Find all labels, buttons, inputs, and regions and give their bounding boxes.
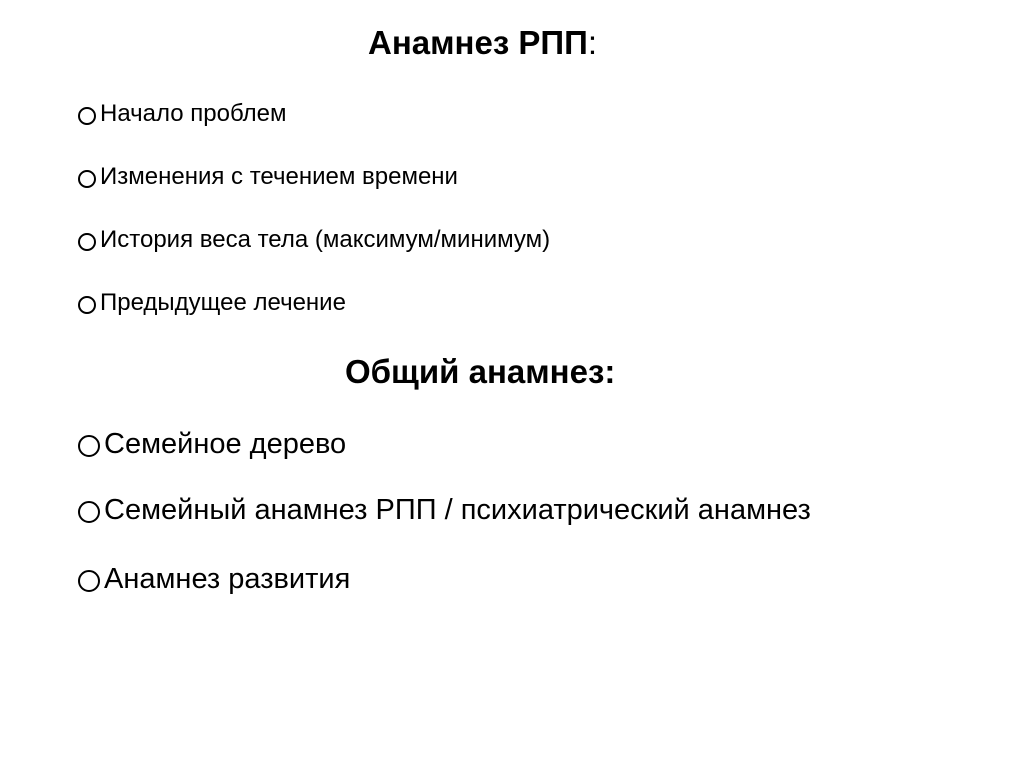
list-item xyxy=(78,494,811,527)
list-item xyxy=(78,100,287,128)
list-item xyxy=(78,163,458,191)
list-item xyxy=(78,226,550,254)
list-item-text: Семейное дерево xyxy=(104,428,347,460)
list-item-text: История веса тела (максимум/минимум) xyxy=(100,226,551,253)
list-item-text: Предыдущее лечение xyxy=(100,289,346,316)
circle-bullet-icon xyxy=(78,570,100,592)
circle-bullet-icon xyxy=(78,170,96,188)
list-item-text: Анамнез развития xyxy=(104,563,351,595)
list-item xyxy=(78,563,350,596)
circle-bullet-icon xyxy=(78,107,96,125)
section-2-heading: Общий анамнез: xyxy=(345,353,616,390)
circle-bullet-icon xyxy=(78,501,100,523)
list-item-text: Семейный анамнез РПП / психиатрический анамнез xyxy=(104,494,811,526)
list-item xyxy=(78,289,346,317)
section-1-title: Анамнез РПП xyxy=(368,24,588,61)
list-item-text: Начало проблем xyxy=(100,100,287,127)
list-item-text: Изменения с течением времени xyxy=(100,163,458,190)
section-1-heading xyxy=(368,24,597,62)
section-1-title-colon: : xyxy=(587,24,598,61)
circle-bullet-icon xyxy=(78,435,100,457)
circle-bullet-icon xyxy=(78,233,96,251)
circle-bullet-icon xyxy=(78,296,96,314)
list-item xyxy=(78,428,346,461)
